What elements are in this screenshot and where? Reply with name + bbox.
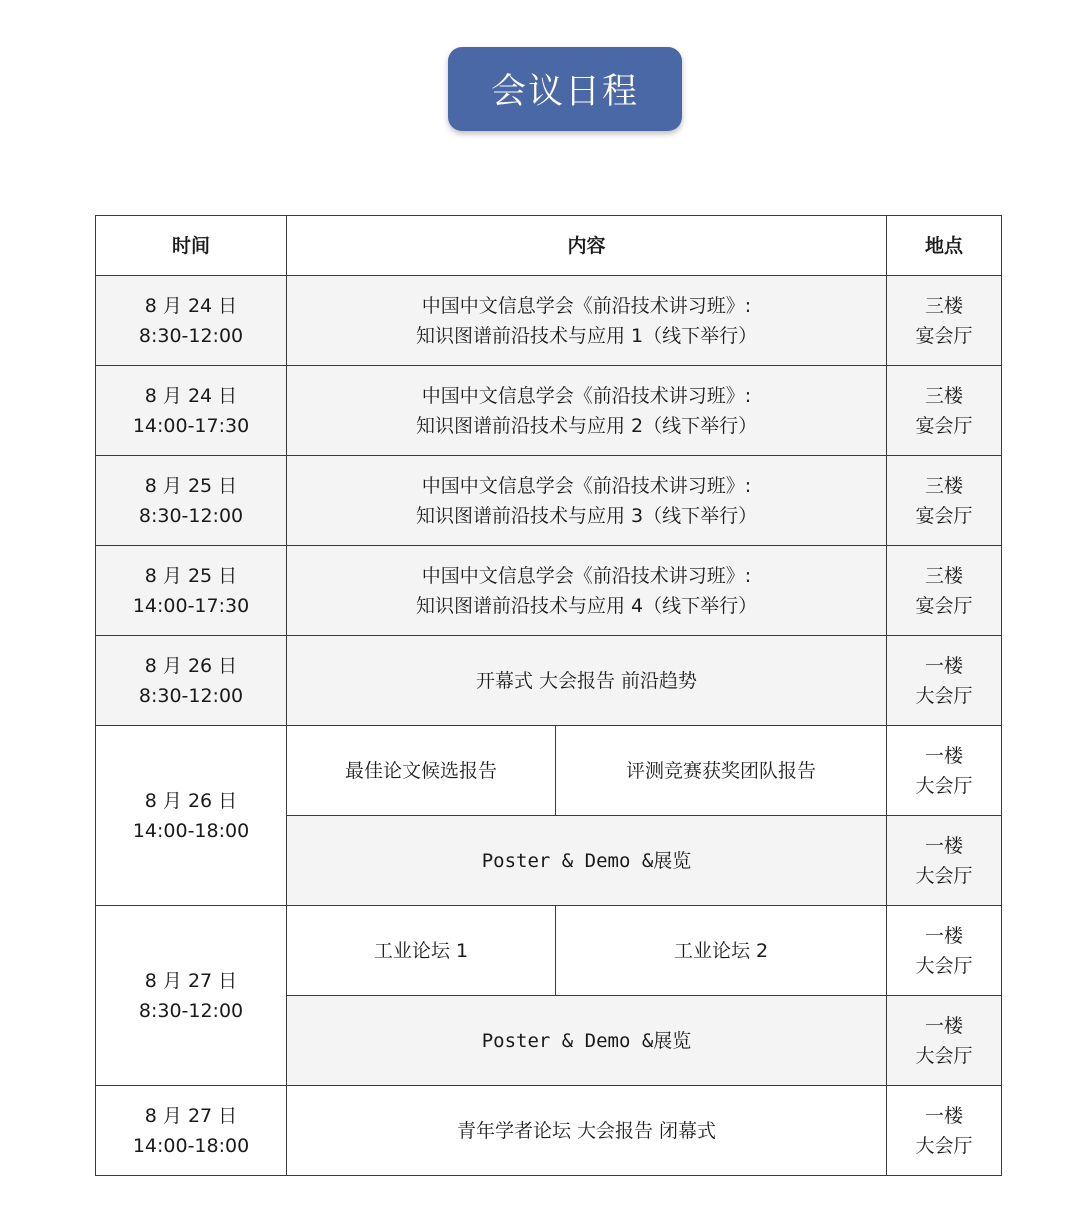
header-location: 地点 — [887, 216, 1002, 276]
session-date: 8 月 24 日 — [144, 384, 238, 407]
location-hall: 宴会厅 — [915, 414, 973, 437]
location-hall: 大会厅 — [915, 774, 973, 797]
location-floor: 一楼 — [925, 1104, 964, 1127]
content-line: Poster & Demo &展览 — [481, 1029, 692, 1052]
location-floor: 一楼 — [925, 1014, 964, 1037]
content-line: Poster & Demo &展览 — [481, 849, 692, 872]
location-cell — [887, 546, 1002, 636]
time-cell — [96, 456, 287, 546]
table-row — [96, 906, 1002, 996]
content-cell — [556, 906, 887, 996]
location-hall: 宴会厅 — [915, 324, 973, 347]
location-cell — [887, 636, 1002, 726]
content-line: 中国中文信息学会《前沿技术讲习班》: — [421, 294, 752, 317]
content-line: 最佳论文候选报告 — [344, 759, 497, 782]
session-date: 8 月 27 日 — [144, 1104, 238, 1127]
session-date: 8 月 25 日 — [144, 474, 238, 497]
time-cell — [96, 906, 287, 1086]
location-hall: 大会厅 — [915, 684, 973, 707]
content-cell — [287, 366, 887, 456]
table-row — [96, 726, 1002, 816]
header-time: 时间 — [96, 216, 287, 276]
session-time: 8:30-12:00 — [138, 684, 244, 707]
location-floor: 三楼 — [925, 564, 964, 587]
content-line: 知识图谱前沿技术与应用 4（线下举行） — [415, 594, 758, 617]
content-cell — [287, 1086, 887, 1176]
content-cell — [556, 726, 887, 816]
session-time: 14:00-18:00 — [132, 819, 250, 842]
session-time: 14:00-17:30 — [132, 594, 250, 617]
content-line: 中国中文信息学会《前沿技术讲习班》: — [421, 384, 752, 407]
content-cell — [287, 276, 887, 366]
table-row — [96, 366, 1002, 456]
session-time: 8:30-12:00 — [138, 999, 244, 1022]
table-row — [96, 1086, 1002, 1176]
location-hall: 大会厅 — [915, 954, 973, 977]
location-cell — [887, 726, 1002, 816]
location-cell — [887, 366, 1002, 456]
time-cell — [96, 726, 287, 906]
location-floor: 一楼 — [925, 744, 964, 767]
location-hall: 大会厅 — [915, 864, 973, 887]
table-row — [96, 456, 1002, 546]
content-cell — [287, 906, 556, 996]
table-row — [96, 636, 1002, 726]
content-line: 工业论坛 2 — [673, 939, 769, 962]
content-cell — [287, 636, 887, 726]
time-cell — [96, 1086, 287, 1176]
location-floor: 一楼 — [925, 924, 964, 947]
content-line: 评测竞赛获奖团队报告 — [626, 759, 817, 782]
session-time: 14:00-18:00 — [132, 1134, 250, 1157]
time-cell — [96, 366, 287, 456]
page-title: 会议日程 — [448, 47, 682, 131]
location-hall: 宴会厅 — [915, 594, 973, 617]
content-line: 知识图谱前沿技术与应用 3（线下举行） — [415, 504, 758, 527]
session-date: 8 月 26 日 — [144, 789, 238, 812]
location-hall: 大会厅 — [915, 1134, 973, 1157]
content-line: 中国中文信息学会《前沿技术讲习班》: — [421, 564, 752, 587]
location-floor: 一楼 — [925, 834, 964, 857]
location-floor: 三楼 — [925, 384, 964, 407]
content-line: 工业论坛 1 — [373, 939, 469, 962]
location-cell — [887, 456, 1002, 546]
location-hall: 宴会厅 — [915, 504, 973, 527]
content-line: 青年学者论坛 大会报告 闭幕式 — [456, 1119, 717, 1142]
content-cell — [287, 816, 887, 906]
session-date: 8 月 26 日 — [144, 654, 238, 677]
content-cell — [287, 726, 556, 816]
header-content: 内容 — [287, 216, 887, 276]
session-date: 8 月 24 日 — [144, 294, 238, 317]
session-date: 8 月 27 日 — [144, 969, 238, 992]
session-date: 8 月 25 日 — [144, 564, 238, 587]
time-cell — [96, 276, 287, 366]
content-line: 知识图谱前沿技术与应用 1（线下举行） — [415, 324, 758, 347]
schedule-table — [95, 215, 1002, 1176]
time-cell — [96, 546, 287, 636]
content-cell — [287, 996, 887, 1086]
location-floor: 三楼 — [925, 474, 964, 497]
session-time: 8:30-12:00 — [138, 324, 244, 347]
table-header-row — [96, 216, 1002, 276]
location-cell — [887, 1086, 1002, 1176]
session-time: 8:30-12:00 — [138, 504, 244, 527]
content-cell — [287, 546, 887, 636]
location-cell — [887, 906, 1002, 996]
table-row — [96, 546, 1002, 636]
session-time: 14:00-17:30 — [132, 414, 250, 437]
location-hall: 大会厅 — [915, 1044, 973, 1067]
content-line: 中国中文信息学会《前沿技术讲习班》: — [421, 474, 752, 497]
table-row — [96, 276, 1002, 366]
location-cell — [887, 276, 1002, 366]
content-line: 知识图谱前沿技术与应用 2（线下举行） — [415, 414, 758, 437]
location-cell — [887, 816, 1002, 906]
location-cell — [887, 996, 1002, 1086]
content-cell — [287, 456, 887, 546]
location-floor: 三楼 — [925, 294, 964, 317]
content-line: 开幕式 大会报告 前沿趋势 — [475, 669, 698, 692]
location-floor: 一楼 — [925, 654, 964, 677]
time-cell — [96, 636, 287, 726]
